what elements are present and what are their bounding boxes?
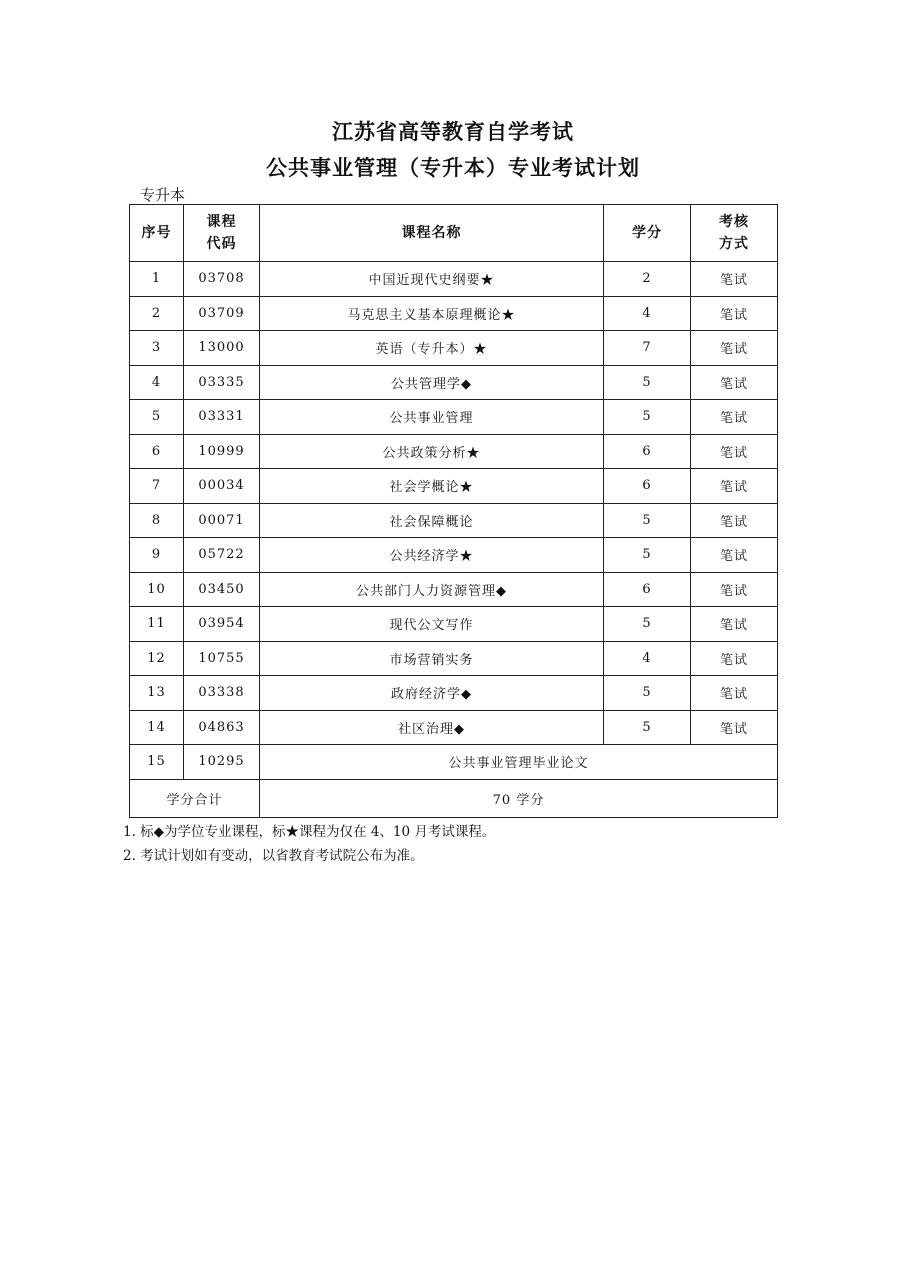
level-label: 专升本 bbox=[140, 186, 186, 204]
thesis-seq: 15 bbox=[130, 745, 184, 780]
credit-cell: 2 bbox=[604, 262, 691, 297]
exam-method-cell: 笔试 bbox=[691, 400, 778, 435]
seq-cell: 4 bbox=[130, 365, 184, 400]
note-1: 1. 标◆为学位专业课程，标★课程为仅在 4、10 月考试课程。 bbox=[123, 824, 496, 840]
course-name-cell: 公共事业管理 bbox=[260, 400, 604, 435]
course-name-cell: 公共政策分析★ bbox=[260, 434, 604, 469]
header-course-name: 课程名称 bbox=[260, 205, 604, 262]
total-label: 学分合计 bbox=[130, 779, 260, 817]
table-row bbox=[130, 710, 778, 745]
course-code-cell: 00071 bbox=[184, 503, 260, 538]
seq-cell: 7 bbox=[130, 469, 184, 504]
seq-cell: 10 bbox=[130, 572, 184, 607]
course-code-cell: 04863 bbox=[184, 710, 260, 745]
course-name-cell: 社会保障概论 bbox=[260, 503, 604, 538]
document-subtitle: 公共事业管理（专升本）专业考试计划 bbox=[266, 156, 640, 180]
credit-cell: 5 bbox=[604, 710, 691, 745]
credit-cell: 5 bbox=[604, 607, 691, 642]
course-name-cell: 马克思主义基本原理概论★ bbox=[260, 296, 604, 331]
table-row bbox=[130, 469, 778, 504]
seq-cell: 12 bbox=[130, 641, 184, 676]
exam-method-cell: 笔试 bbox=[691, 262, 778, 297]
header-exam-method bbox=[691, 205, 778, 262]
seq-cell: 13 bbox=[130, 676, 184, 711]
seq-cell: 2 bbox=[130, 296, 184, 331]
table-row bbox=[130, 538, 778, 573]
credit-cell: 5 bbox=[604, 400, 691, 435]
credit-cell: 7 bbox=[604, 331, 691, 366]
total-row bbox=[130, 779, 778, 817]
seq-cell: 14 bbox=[130, 710, 184, 745]
course-code-cell: 10755 bbox=[184, 641, 260, 676]
exam-method-cell: 笔试 bbox=[691, 331, 778, 366]
course-name-cell: 公共管理学◆ bbox=[260, 365, 604, 400]
exam-method-cell: 笔试 bbox=[691, 434, 778, 469]
course-code-cell: 05722 bbox=[184, 538, 260, 573]
credit-cell: 5 bbox=[604, 676, 691, 711]
seq-cell: 6 bbox=[130, 434, 184, 469]
credit-cell: 4 bbox=[604, 296, 691, 331]
course-name-cell: 中国近现代史纲要★ bbox=[260, 262, 604, 297]
table-row bbox=[130, 641, 778, 676]
table-row bbox=[130, 434, 778, 469]
credit-cell: 6 bbox=[604, 572, 691, 607]
seq-cell: 5 bbox=[130, 400, 184, 435]
course-code-cell: 03708 bbox=[184, 262, 260, 297]
credit-cell: 5 bbox=[604, 365, 691, 400]
course-name-cell: 市场营销实务 bbox=[260, 641, 604, 676]
course-name-cell: 公共部门人力资源管理◆ bbox=[260, 572, 604, 607]
table-row bbox=[130, 503, 778, 538]
seq-cell: 11 bbox=[130, 607, 184, 642]
header-code-line2: 代码 bbox=[206, 236, 237, 252]
total-value: 70 学分 bbox=[260, 779, 778, 817]
table-row bbox=[130, 676, 778, 711]
course-name-cell: 现代公文写作 bbox=[260, 607, 604, 642]
course-code-cell: 03954 bbox=[184, 607, 260, 642]
credit-cell: 5 bbox=[604, 538, 691, 573]
course-code-cell: 03709 bbox=[184, 296, 260, 331]
course-code-cell: 03335 bbox=[184, 365, 260, 400]
header-seq: 序号 bbox=[130, 205, 184, 262]
course-name-cell: 社区治理◆ bbox=[260, 710, 604, 745]
table-row bbox=[130, 572, 778, 607]
document-title: 江苏省高等教育自学考试 bbox=[332, 120, 574, 144]
exam-method-cell: 笔试 bbox=[691, 469, 778, 504]
course-code-cell: 03331 bbox=[184, 400, 260, 435]
header-code-line1: 课程 bbox=[206, 214, 237, 230]
course-code-cell: 03338 bbox=[184, 676, 260, 711]
credit-cell: 5 bbox=[604, 503, 691, 538]
note-2: 2. 考试计划如有变动，以省教育考试院公布为准。 bbox=[123, 848, 424, 864]
thesis-row bbox=[130, 745, 778, 780]
exam-method-cell: 笔试 bbox=[691, 676, 778, 711]
notes bbox=[123, 820, 495, 868]
course-code-cell: 10999 bbox=[184, 434, 260, 469]
table-row bbox=[130, 365, 778, 400]
exam-method-cell: 笔试 bbox=[691, 607, 778, 642]
table-body bbox=[130, 262, 778, 745]
credit-cell: 4 bbox=[604, 641, 691, 676]
table-row bbox=[130, 331, 778, 366]
header-method-line1: 考核 bbox=[719, 214, 749, 230]
exam-method-cell: 笔试 bbox=[691, 538, 778, 573]
exam-method-cell: 笔试 bbox=[691, 503, 778, 538]
seq-cell: 8 bbox=[130, 503, 184, 538]
course-code-cell: 13000 bbox=[184, 331, 260, 366]
course-code-cell: 03450 bbox=[184, 572, 260, 607]
exam-method-cell: 笔试 bbox=[691, 710, 778, 745]
course-name-cell: 英语（专升本）★ bbox=[260, 331, 604, 366]
course-code-cell: 00034 bbox=[184, 469, 260, 504]
exam-method-cell: 笔试 bbox=[691, 365, 778, 400]
thesis-name: 公共事业管理毕业论文 bbox=[260, 745, 778, 780]
course-name-cell: 政府经济学◆ bbox=[260, 676, 604, 711]
table-row bbox=[130, 262, 778, 297]
exam-method-cell: 笔试 bbox=[691, 641, 778, 676]
exam-method-cell: 笔试 bbox=[691, 296, 778, 331]
table-row bbox=[130, 296, 778, 331]
credit-cell: 6 bbox=[604, 434, 691, 469]
seq-cell: 1 bbox=[130, 262, 184, 297]
header-credit: 学分 bbox=[604, 205, 691, 262]
header-method-line2: 方式 bbox=[719, 236, 749, 252]
table-header-row bbox=[130, 205, 778, 262]
table-row bbox=[130, 400, 778, 435]
course-name-cell: 公共经济学★ bbox=[260, 538, 604, 573]
exam-method-cell: 笔试 bbox=[691, 572, 778, 607]
seq-cell: 9 bbox=[130, 538, 184, 573]
header-course-code bbox=[184, 205, 260, 262]
thesis-code: 10295 bbox=[184, 745, 260, 780]
seq-cell: 3 bbox=[130, 331, 184, 366]
credit-cell: 6 bbox=[604, 469, 691, 504]
course-name-cell: 社会学概论★ bbox=[260, 469, 604, 504]
exam-plan-table bbox=[129, 204, 778, 818]
table-row bbox=[130, 607, 778, 642]
